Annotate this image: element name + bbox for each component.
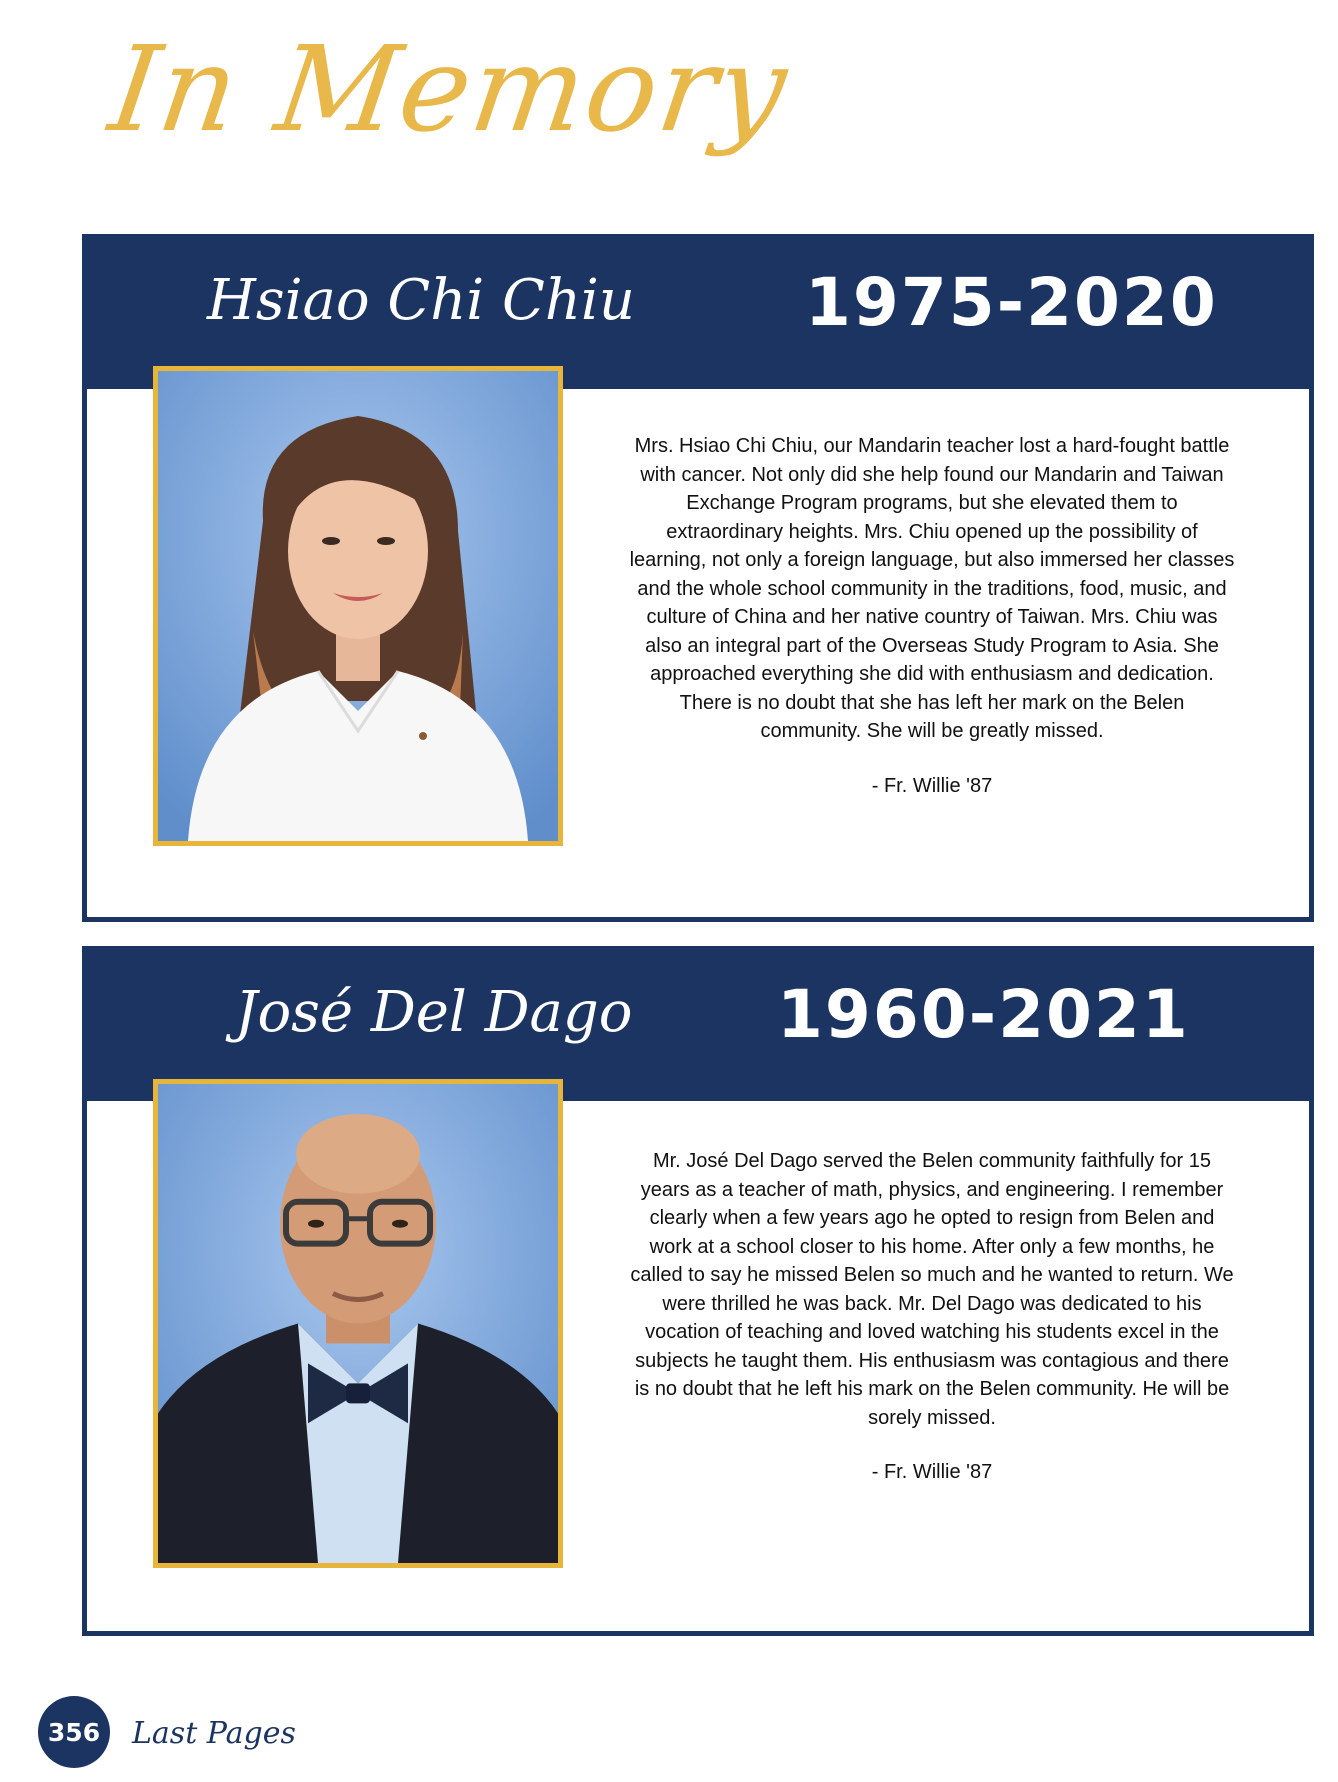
memorial-name: José Del Dago <box>235 980 633 1045</box>
portrait-woman-image <box>158 371 558 841</box>
portrait-photo <box>153 366 563 846</box>
page-title: In Memory <box>102 20 797 158</box>
memorial-card-chiu <box>82 234 1314 922</box>
memorial-years: 1975-2020 <box>805 264 1218 341</box>
tribute-text: Mrs. Hsiao Chi Chiu, our Mandarin teacher lost a hard-fought battle with cancer. Not only did she help found our Mandarin and Taiwan Exchange Program programs, but she elevated them to extraordinary heights. Mrs. Chiu opened up the possibility of learning, not only a foreign language, but also immersed her classes and the whole school community in the traditions, food, music, and culture of China and her native country of Taiwan. Mrs. Chiu was also an integral part of the Overseas Study Program to Asia. She approached everything she did with enthusiasm and dedication. There is no doubt that she has left her mark on the Belen community. She will be greatly missed. <box>629 435 1235 742</box>
portrait-photo <box>153 1079 563 1568</box>
memorial-years: 1960-2021 <box>777 976 1190 1053</box>
memorial-name: Hsiao Chi Chiu <box>207 268 635 333</box>
portrait-man-image <box>158 1084 558 1563</box>
memorial-tribute <box>627 1147 1237 1487</box>
memorial-tribute <box>627 432 1237 800</box>
page-number-badge: 356 <box>38 1696 110 1768</box>
tribute-text: Mr. José Del Dago served the Belen community faithfully for 15 years as a teacher of math, physics, and engineering. I remember clearly when a few years ago he opted to resign from Belen and work at a school closer to his home. After only a few months, he called to say he missed Belen so much and he wanted to return. We were thrilled he was back. Mr. Del Dago was dedicated to his vocation of teaching and loved watching his students excel in the subjects he taught them. His enthusiasm was contagious and there is no doubt that he left his mark on the Belen community. He will be sorely missed. <box>630 1150 1234 1429</box>
tribute-signature: - Fr. Willie '87 <box>871 1461 993 1483</box>
memorial-card-del-dago <box>82 946 1314 1636</box>
section-name: Last Pages <box>132 1716 296 1751</box>
tribute-signature: - Fr. Willie '87 <box>871 774 993 797</box>
